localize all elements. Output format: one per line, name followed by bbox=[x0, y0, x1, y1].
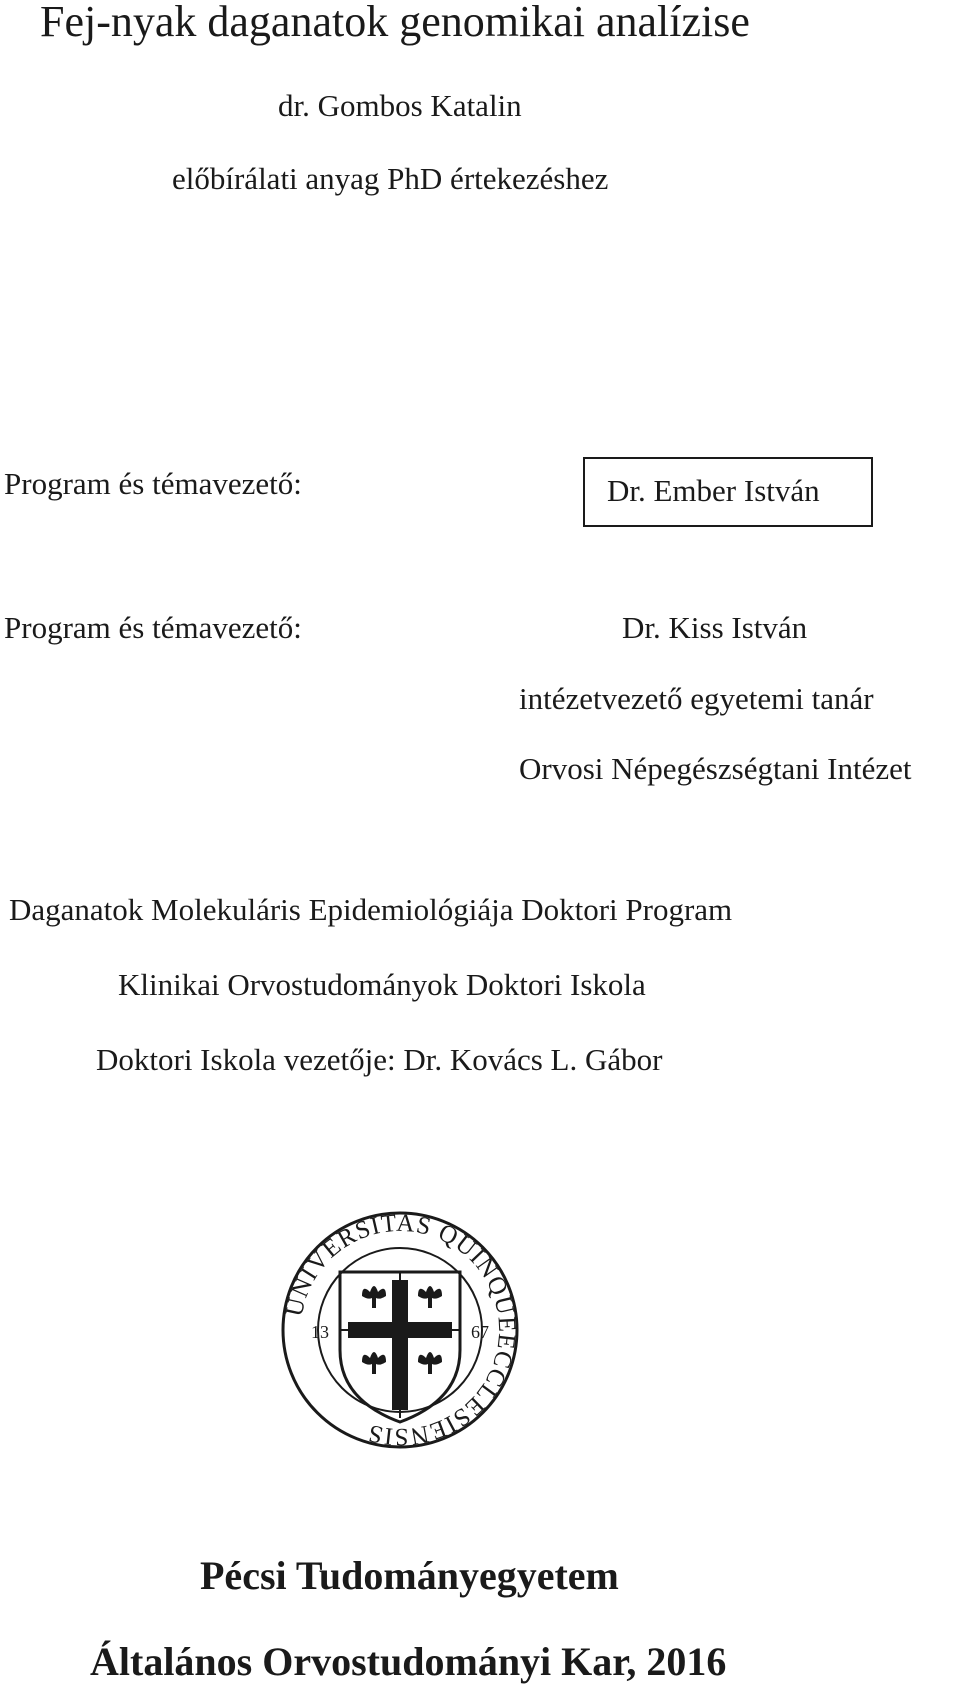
document-subtitle: előbírálati anyag PhD értekezéshez bbox=[172, 161, 609, 196]
doctoral-school: Klinikai Orvostudományok Doktori Iskola bbox=[118, 967, 646, 1002]
supervisor-1-label: Program és témavezető: bbox=[4, 466, 302, 501]
doctoral-school-head: Doktori Iskola vezetője: Dr. Kovács L. Gábor bbox=[96, 1042, 663, 1077]
doctoral-program: Daganatok Molekuláris Epidemiológiája Doktori Program bbox=[9, 892, 733, 927]
supervisor-1-name: Dr. Ember István bbox=[607, 473, 820, 508]
university-seal bbox=[280, 1210, 520, 1450]
faculty-and-year: Általános Orvostudományi Kar, 2016 bbox=[90, 1639, 727, 1684]
supervisor-2-name: Dr. Kiss István bbox=[622, 610, 808, 645]
supervisor-2-institute: Orvosi Népegészségtani Intézet bbox=[519, 751, 912, 786]
seal-year-right: 67 bbox=[471, 1322, 489, 1342]
university-name: Pécsi Tudományegyetem bbox=[200, 1553, 619, 1598]
document-title: Fej-nyak daganatok genomikai analízise bbox=[40, 0, 750, 46]
author-name: dr. Gombos Katalin bbox=[278, 88, 522, 123]
seal-legend: UNIVERSITAS QUINQUEECCLESIENSIS bbox=[280, 1210, 520, 1450]
supervisor-2-label: Program és témavezető: bbox=[4, 610, 302, 645]
supervisor-2-title: intézetvezető egyetemi tanár bbox=[519, 681, 874, 716]
seal-year-left: 13 bbox=[311, 1322, 329, 1342]
seal-cross-ornament bbox=[348, 1280, 452, 1410]
